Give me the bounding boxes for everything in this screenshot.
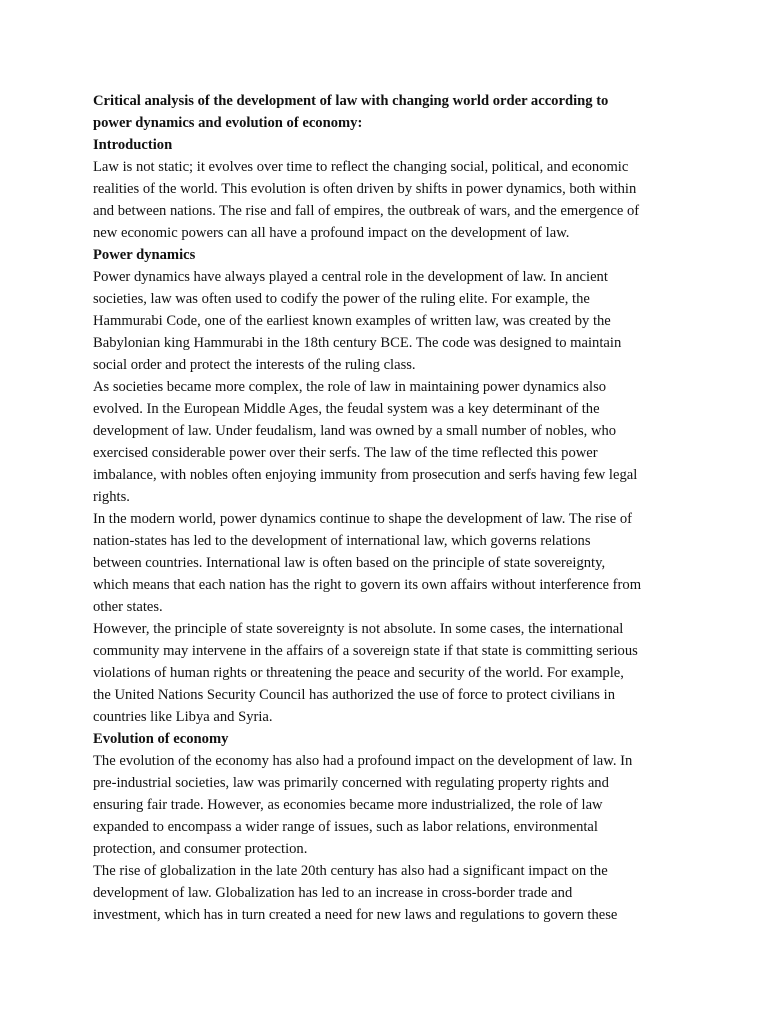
- paragraph: As societies became more complex, the role of law in maintaining power dynamics also evolved. In the European Middle Ages, the feudal system was a key determinant of the development of law. Under feudalism, land was owned by a small number of nobles, who exercised considerable power over their serfs. The law of the time reflected this power imbalance, with nobles often enjoying immunity from prosecution and serfs having few legal rights.: [93, 379, 638, 505]
- paragraph: Power dynamics have always played a central role in the development of law. In ancient societies, law was often used to codify the power of the ruling elite. For example, the Hammurabi Code, one of the earliest known examples of written law, was created by the Babylonian king Hammurabi in the 18th century BCE. The code was designed to maintain social order and protect the interests of the ruling class.: [93, 269, 622, 373]
- document-page: [93, 90, 683, 926]
- paragraph: In the modern world, power dynamics continue to shape the development of law. The rise of nation-states has led to the development of international law, which governs relations between countries. International law is often based on the principle of state sovereignty, which means that each nation has the right to govern its own affairs without interference from other states.: [93, 511, 642, 615]
- section-heading-introduction: Introduction: [93, 137, 173, 153]
- paragraph: Law is not static; it evolves over time to reflect the changing social, political, and economic realities of the world. This evolution is often driven by shifts in power dynamics, both within and between nations. The rise and fall of empires, the outbreak of wars, and the emergence of new economic powers can all have a profound impact on the development of law.: [93, 159, 640, 241]
- section-heading-evolution-of-economy: Evolution of economy: [93, 731, 229, 747]
- section-heading-power-dynamics: Power dynamics: [93, 247, 196, 263]
- paragraph: The evolution of the economy has also had a profound impact on the development of law. In pre-industrial societies, law was primarily concerned with regulating property rights and ensuring fair trade. However, as economies became more industrialized, the role of law expanded to encompass a wider range of issues, such as labor relations, environmental protection, and consumer protection.: [93, 753, 633, 857]
- paragraph: However, the principle of state sovereignty is not absolute. In some cases, the international community may intervene in the affairs of a sovereign state if that state is committing serious violations of human rights or threatening the peace and security of the world. For example, the United Nations Security Council has authorized the use of force to protect civilians in countries like Libya and Syria.: [93, 621, 638, 725]
- paragraph: The rise of globalization in the late 20th century has also had a significant impact on the development of law. Globalization has led to an increase in cross-border trade and investment, which has in turn created a need for new laws and regulations to govern these: [93, 863, 618, 923]
- document-title: Critical analysis of the development of law with changing world order according to power dynamics and evolution of economy:: [93, 93, 609, 131]
